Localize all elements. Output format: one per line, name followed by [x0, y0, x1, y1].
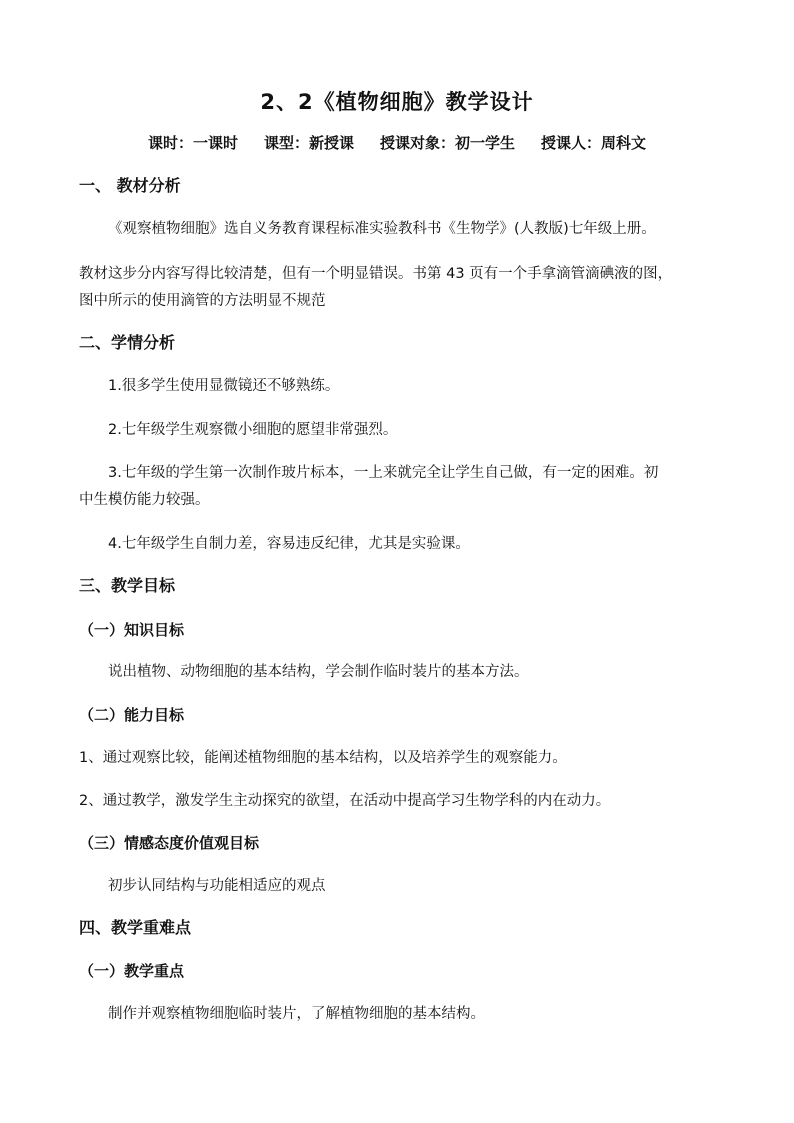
student-analysis-item-3-line-2: 中生模仿能力较强。	[79, 492, 210, 508]
attitude-goals-text: 初步认同结构与功能相适应的观点	[108, 878, 326, 894]
section-heading-materials: 一、 教材分析	[79, 176, 181, 195]
section-heading-teaching-goals: 三、教学目标	[79, 576, 176, 595]
meta-teacher: 授课人：周科文	[541, 134, 647, 152]
subheading-ability-goals: （二）能力目标	[79, 706, 185, 724]
teaching-focus-text: 制作并观察植物细胞临时装片，了解植物细胞的基本结构。	[108, 1006, 485, 1022]
materials-paragraph-2-line-1: 教材这步分内容写得比较清楚，但有一个明显错误。书第 43 页有一个手拿滴管滴碘液的图，	[79, 266, 673, 282]
student-analysis-item-3-line-1: 3.七年级的学生第一次制作玻片标本，一上来就完全让学生自己做，有一定的困难。初	[108, 465, 659, 481]
meta-period: 课时：一课时	[147, 134, 238, 152]
lesson-meta	[0, 132, 794, 153]
student-analysis-item-1: 1.很多学生使用显微镜还不够熟练。	[108, 378, 340, 394]
section-heading-student-analysis: 二、学情分析	[79, 333, 176, 352]
meta-type: 课型：新授课	[263, 134, 354, 152]
section-heading-key-points: 四、教学重难点	[79, 918, 192, 937]
subheading-attitude-goals: （三）情感态度价值观目标	[79, 834, 260, 852]
knowledge-goals-text: 说出植物、动物细胞的基本结构，学会制作临时装片的基本方法。	[108, 664, 529, 680]
ability-goals-item-1: 1、通过观察比较，能阐述植物细胞的基本结构，以及培养学生的观察能力。	[79, 750, 567, 766]
subheading-knowledge-goals: （一）知识目标	[79, 621, 185, 639]
ability-goals-item-2: 2、通过教学，激发学生主动探究的欲望，在活动中提高学习生物学科的内在动力。	[79, 793, 611, 809]
meta-audience: 授课对象：初一学生	[380, 134, 516, 152]
materials-paragraph-1: 《观察植物细胞》选自义务教育课程标准实验教科书《生物学》(人教版)七年级上册。	[108, 221, 656, 237]
subheading-teaching-focus: （一）教学重点	[79, 962, 185, 980]
materials-paragraph-2-line-2: 图中所示的使用滴管的方法明显不规范	[79, 293, 326, 309]
document-title: 2、2《植物细胞》教学设计	[260, 90, 534, 114]
student-analysis-item-4: 4.七年级学生自制力差，容易违反纪律，尤其是实验课。	[108, 536, 470, 552]
student-analysis-item-2: 2.七年级学生观察微小细胞的愿望非常强烈。	[108, 422, 398, 438]
